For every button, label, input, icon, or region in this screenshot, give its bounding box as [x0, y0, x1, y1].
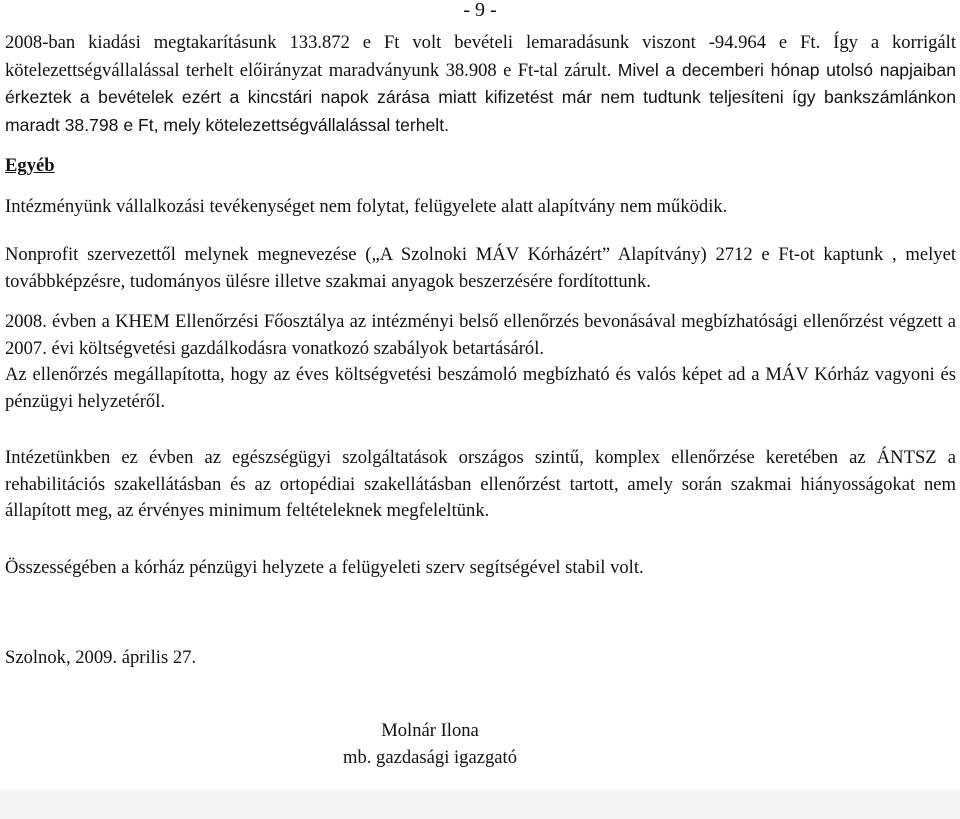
paragraph-business-activity: Intézményünk vállalkozási tevékenységet nem folytat, felügyelete alatt alapítvány nem működik.	[5, 195, 728, 217]
section-heading-egyeb: Egyéb	[5, 155, 55, 176]
signature-title: mb. gazdasági igazgató	[343, 746, 517, 768]
paragraph-savings	[5, 30, 956, 139]
paragraph-audit: 2008. évben a KHEM Ellenőrzési Főosztálya az intézményi belső ellenőrzés bevonásával megbízhatósági ellenőrzést végzett a 2007. évi költségvetési gazdálkodásra vonatkozó szabályok betartásáról.	[5, 311, 956, 359]
document-body	[5, 30, 956, 581]
page-number: - 9 -	[463, 0, 497, 21]
paragraph-summary: Összességében a kórház pénzügyi helyzete a felügyeleti szerv segítségével stabil volt.	[5, 556, 644, 578]
document-date: Szolnok, 2009. április 27.	[5, 647, 197, 668]
paragraph-savings-text: 2008-ban kiadási megtakarításunk 133.872 e Ft volt bevételi lemaradásunk viszont -94.964 e Ft. Így a korrigált kötelezettségvállalással terhelt előirányzat maradványunk 38.908 e Ft-tal zárult.	[5, 32, 956, 81]
paragraph-audit-result: Az ellenőrzés megállapította, hogy az éves költségvetési beszámoló megbízható és valós képet ad a MÁV Kórház vagyoni és pénzügyi helyzetéről.	[5, 364, 956, 412]
signature-block	[280, 718, 580, 771]
paragraph-nonprofit: Nonprofit szervezettől melynek megnevezése („A Szolnoki MÁV Kórházért” Alapítvány) 2712 e Ft-ot kaptunk , melyet továbbképzésre, tudományos ülésre illetve szakmai anyagok beszerzésére fordítottunk.	[5, 244, 956, 292]
footer-strip	[0, 790, 960, 819]
paragraph-savings-explanation: Mivel a decemberi hónap utolsó napjaiban érkeztek a bevételek ezért a kincstári napok zárása miatt kifizetést már nem tudtunk teljesíteni így bankszámlánkon maradt 38.798 e Ft, mely kötelezettségvállalással terhelt.	[5, 59, 956, 135]
paragraph-antsz-inspection: Intézetünkben ez évben az egészségügyi szolgáltatások országos szintű, komplex ellenőrzése keretében az ÁNTSZ a rehabilitációs szakellátásban és az ortopédiai szakellátásban ellenőrzést tartott, amely során szakmai hiányosságokat nem állapított meg, az érvényes minimum feltételeknek megfeleltünk.	[5, 447, 956, 521]
signature-name: Molnár Ilona	[381, 720, 479, 741]
